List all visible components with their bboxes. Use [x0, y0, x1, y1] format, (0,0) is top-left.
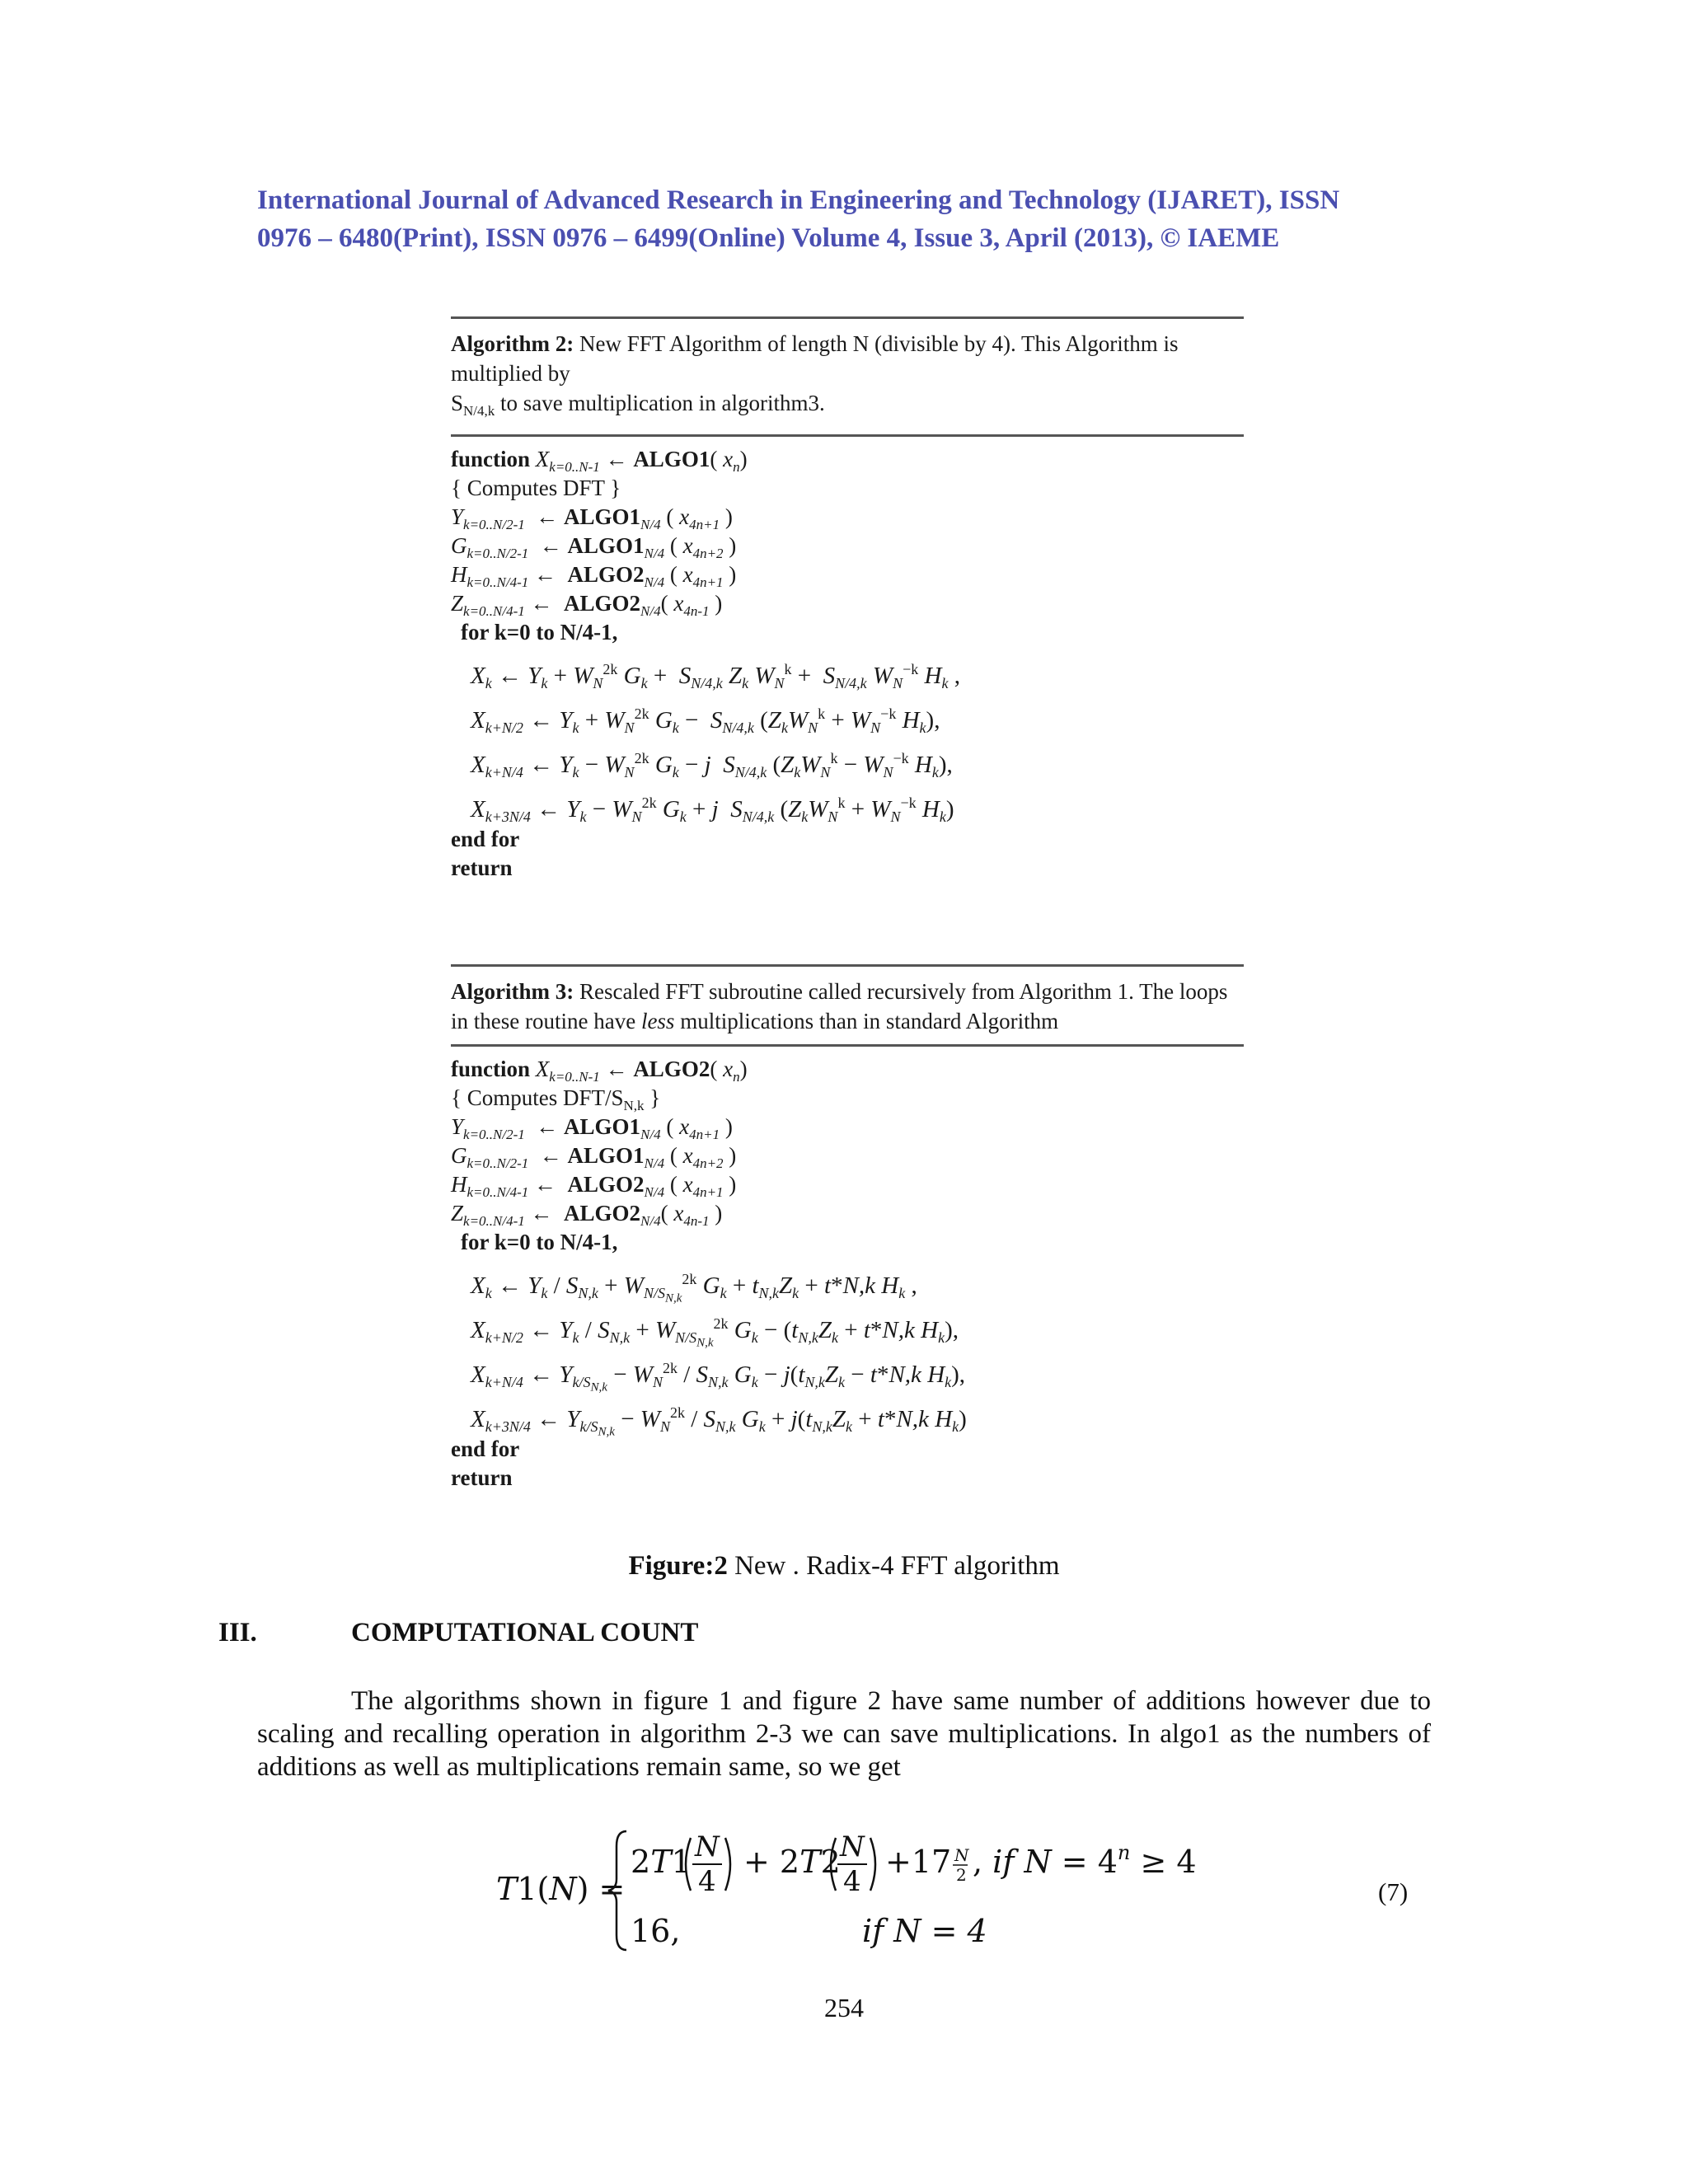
butterfly-eq-2: $X_{k+N/2}$ ← $Y_k + W_N^{2k}$ $G_k - S_{N/4,k}$ ($Z_kW_N^k + W_N^{-k}$ $H_k$), — [471, 705, 940, 736]
compute-comment: { Computes DFT } — [451, 476, 621, 500]
assign-z: $Z_{k=0..N/4-1}$ ← $ALGO2_{N/4}$( $x_{4n-1}$ ) — [451, 1201, 723, 1229]
function-name: ALGO1 — [633, 447, 710, 471]
case1-condition: , if $N = 4^n \ge 4$ — [973, 1841, 1197, 1880]
frac3-num: N — [954, 1845, 969, 1865]
equation-7-graphic — [495, 1813, 1236, 1961]
algorithm-2-caption-subscript: N/4,k — [463, 403, 495, 419]
algorithm-3-caption-italic: less — [640, 1009, 675, 1033]
butterfly-eq-3: $X_{k+N/4}$ ← $Y_k - W_N^{2k}$ $G_k - j$ $S_{N/4,k}$ ($Z_kW_N^k - W_N^{-k}$ $H_k$), — [471, 750, 953, 780]
case1-term3: +17 — [885, 1844, 952, 1880]
journal-header-line1: International Journal of Advanced Research in Engineering and Technology (IJARET), ISSN — [257, 185, 1340, 215]
compute-comment: { Computes DFT/$S_{N,k}$ } — [451, 1085, 661, 1113]
section-number: III. — [218, 1618, 257, 1647]
return-line: return — [451, 1465, 513, 1490]
figure-label: Figure:2 — [628, 1551, 728, 1581]
frac1-num: N — [695, 1830, 720, 1863]
algorithm-2-caption-text: New FFT Algorithm of length N (divisible by 4). This Algorithm is multiplied by — [451, 331, 1179, 386]
section-title: COMPUTATIONAL COUNT — [351, 1618, 699, 1647]
algorithm-2-box — [451, 316, 1244, 883]
for-loop-line: for k=0 to N/4-1, — [461, 620, 618, 644]
function-line: function $X_{k=0..N-1}$ ← ALGO1( $x_n$) — [451, 447, 748, 475]
page-number: 254 — [824, 1993, 864, 2022]
frac2-den: 4 — [843, 1865, 861, 1898]
journal-header — [257, 181, 1431, 257]
rescaled-eq-2: $X_{k+N/2}$ ← $Y_k / S_{N,k} + W_{N/S_{N,k}}^{2k}$ $G_k - (t_{N,k}Z_k + t*N,k$ $H_k$), — [471, 1315, 959, 1350]
case1-term2: + 2T2 — [743, 1844, 841, 1880]
case2-value: 16, — [631, 1913, 681, 1949]
algorithm-3-box — [451, 964, 1244, 1493]
butterfly-eq-1: $X_k$ ← $Y_k + W_N^{2k}$ $G_k + S_{N/4,k}$ $Z_k$ $W_N^k + S_{N/4,k}$ $W_N^{-k}$ $H_k$ , — [471, 661, 960, 691]
algorithm-3-caption-tail: multiplications than in standard Algorithm — [674, 1009, 1059, 1033]
algorithm-2-body — [451, 437, 1244, 883]
function-name: ALGO2 — [633, 1057, 710, 1081]
algorithm-2-label: Algorithm 2: — [451, 331, 574, 356]
assign-h: $H_{k=0..N/4-1}$ ← $ALGO2_{N/4}$ ( $x_{4n+1}$ ) — [451, 1172, 737, 1200]
algorithm-2-caption-s: S — [451, 391, 464, 415]
algorithm-2-caption — [451, 319, 1244, 434]
equation-number: (7) — [1378, 1877, 1409, 1906]
assign-y: $Y_{k=0..N/2-1}$ ← $ALGO1_{N/4}$ ( $x_{4n+1}$ ) — [451, 504, 733, 532]
case1-term1: 2T1 — [631, 1844, 692, 1880]
assign-z: $Z_{k=0..N/4-1}$ ← $ALGO2_{N/4}$( $x_{4n-1}$ ) — [451, 591, 723, 619]
return-line: return — [451, 855, 513, 880]
algorithm-3-label: Algorithm 3: — [451, 979, 574, 1004]
butterfly-eq-4: $X_{k+3N/4}$ ← $Y_k - W_N^{2k}$ $G_k + j$ $S_{N/4,k}$ ($Z_kW_N^k + W_N^{-k}$ $H_k$) — [471, 794, 954, 825]
frac1-den: 4 — [698, 1865, 716, 1898]
algorithm-2-caption-tail: to save multiplication in algorithm3. — [495, 391, 825, 415]
case2-condition: if N = 4 — [862, 1913, 987, 1949]
body-paragraph: The algorithms shown in figure 1 and figure 2 have same number of additions however due to scaling and recalling operation in algorithm 2-3 we can save multiplications. In algo1 as the numbers of additions as well as multiplications remain same, so we get — [257, 1686, 1431, 1782]
paren-close-2 — [870, 1838, 875, 1891]
end-for-line: end for — [451, 1436, 520, 1461]
algorithm-3-caption — [451, 967, 1244, 1044]
assign-g: $G_{k=0..N/2-1}$ ← $ALGO1_{N/4}$ ( $x_{4n+2}$ ) — [451, 1143, 737, 1171]
algorithm-3-caption-text: Rescaled FFT subroutine called recursively from Algorithm 1. The loops in these routine have — [451, 979, 1228, 1033]
paren-close-1 — [725, 1838, 730, 1891]
for-loop-line: for k=0 to N/4-1, — [461, 1230, 618, 1254]
figure-caption — [0, 1551, 1688, 1582]
assign-g: $G_{k=0..N/2-1}$ ← $ALGO1_{N/4}$ ( $x_{4n+2}$ ) — [451, 533, 737, 561]
journal-header-line2: 0976 – 6480(Print), ISSN 0976 – 6499(Online) Volume 4, Issue 3, April (2013), © IAEME — [257, 223, 1280, 253]
end-for-line: end for — [451, 827, 520, 851]
figure-text: New . Radix-4 FFT algorithm — [727, 1551, 1060, 1581]
equation-7 — [495, 1813, 1236, 1961]
algorithm-3-body — [451, 1047, 1244, 1493]
function-line: function $X_{k=0..N-1}$ ← ALGO2( $x_n$) — [451, 1057, 748, 1085]
rescaled-eq-4: $X_{k+3N/4}$ ← $Y_{k/S_{N,k}} - W_N^{2k} / S_{N,k}$ $G_k + j(t_{N,k}Z_k + t*N,k$ $H_k$) — [471, 1404, 967, 1439]
rescaled-eq-1: $X_k$ ← $Y_k / S_{N,k} + W_{N/S_{N,k}}^{2k}$ $G_k + t_{N,k}Z_k + t*N,k$ $H_k$ , — [471, 1271, 917, 1305]
assign-y: $Y_{k=0..N/2-1}$ ← $ALGO1_{N/4}$ ( $x_{4n+1}$ ) — [451, 1114, 733, 1142]
frac3-den: 2 — [956, 1865, 967, 1885]
equation-lhs: T1(N) = — [496, 1871, 626, 1907]
frac2-num: N — [840, 1830, 865, 1863]
rescaled-eq-3: $X_{k+N/4}$ ← $Y_{k/S_{N,k}} - W_N^{2k} / S_{N,k}$ $G_k - j(t_{N,k}Z_k - t*N,k$ $H_k$), — [471, 1360, 966, 1394]
assign-h: $H_{k=0..N/4-1}$ ← $ALGO2_{N/4}$ ( $x_{4n+1}$ ) — [451, 562, 737, 590]
